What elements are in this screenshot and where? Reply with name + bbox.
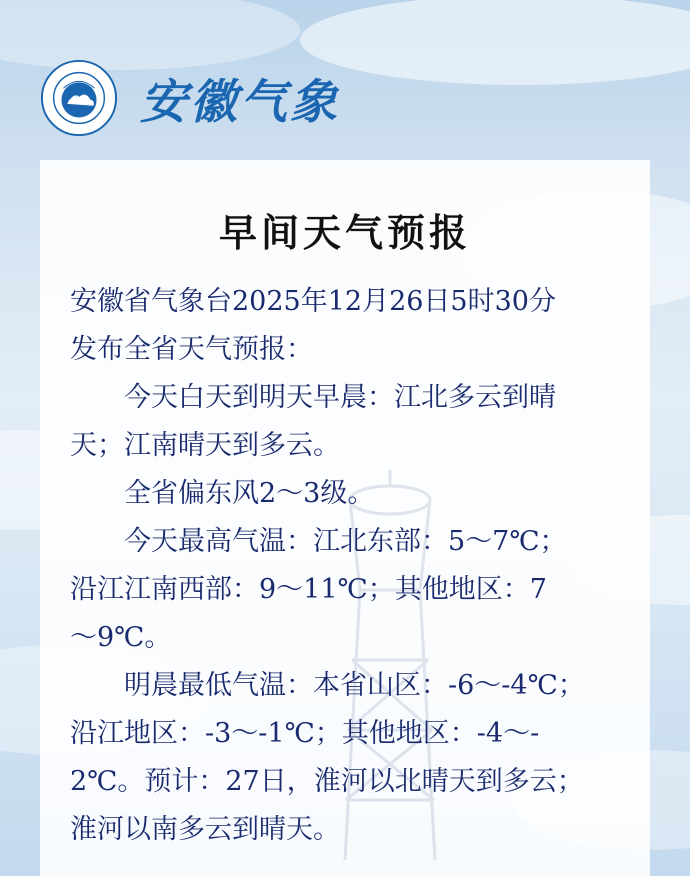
forecast-card xyxy=(40,160,650,876)
report-line: 发布全省天气预报： xyxy=(70,334,313,365)
report-line: ～9℃。 xyxy=(70,622,172,653)
report-line: 2℃。预计：27日，淮河以北晴天到多云； xyxy=(70,766,584,797)
report-line: 淮河以南多云到晴天。 xyxy=(70,814,340,845)
report-line: 今天白天到明天早晨：江北多云到晴 xyxy=(124,382,556,413)
report-line: 安徽省气象台2025年12月26日5时30分 xyxy=(70,286,556,317)
report-line: 明晨最低气温：本省山区：-6～-4℃； xyxy=(124,670,585,701)
meteorological-bureau-logo xyxy=(40,59,118,137)
report-line: 今天最高气温：江北东部：5～7℃； xyxy=(124,526,567,557)
report-line: 沿江地区：-3～-1℃；其他地区：-4～- xyxy=(70,718,540,749)
header xyxy=(40,58,340,138)
report-line: 全省偏东风2～3级。 xyxy=(124,478,375,509)
report-line: 沿江江南西部：9～11℃；其他地区：7 xyxy=(70,574,547,605)
report-title: 早间天气预报 xyxy=(218,211,471,255)
report-line: 天；江南晴天到多云。 xyxy=(70,430,340,461)
brand-name: 安徽气象 xyxy=(140,74,340,130)
report-body xyxy=(70,278,645,854)
